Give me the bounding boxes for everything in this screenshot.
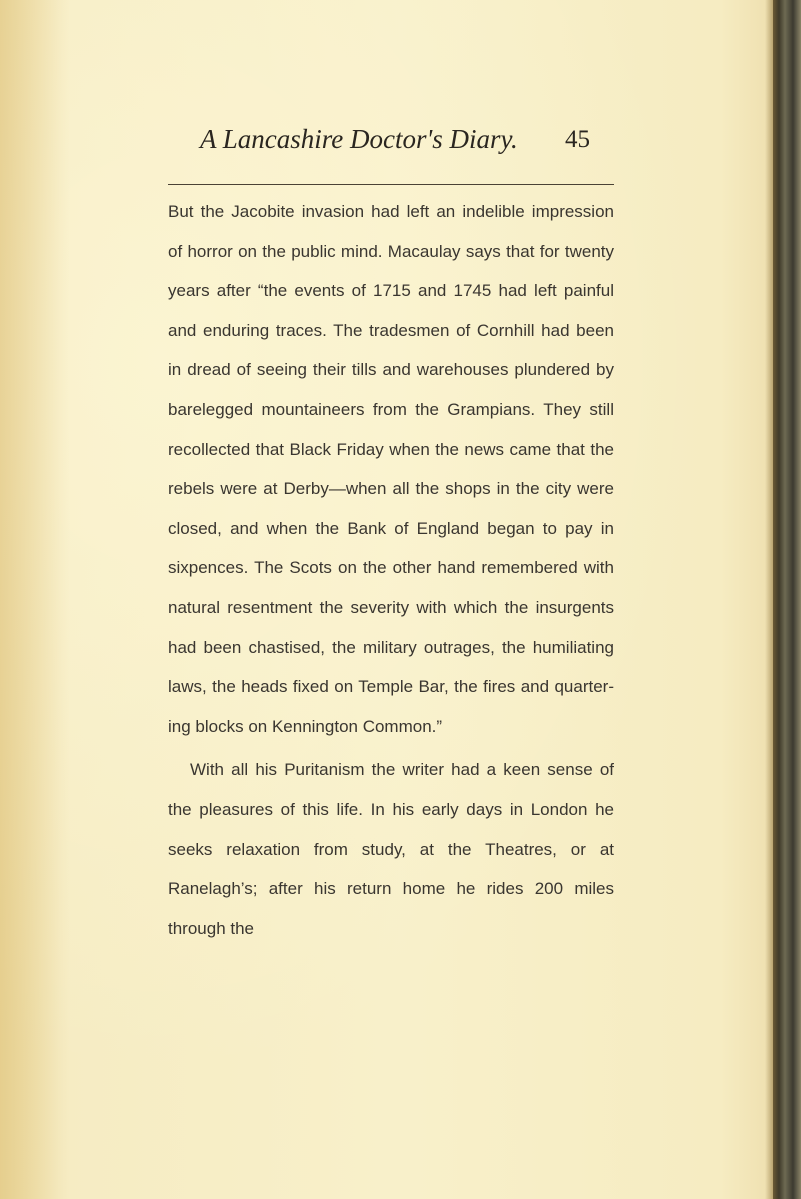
body-text	[168, 192, 614, 948]
page-number: 45	[565, 126, 590, 153]
paragraph-1: But the Jacobite invasion had left an indelible impression of horror on the public mind. Macaulay says that for twenty years after “the events of 1715 and 1745 had left painful and enduring traces. The tradesmen of Cornhill had been in dread of seeing their tills and warehouses plundered by barelegged mountaineers from the Grampians. They still recollected that Black Friday when the news came that the rebels were at Derby—when all the shops in the city were closed, and when the Bank of England began to pay in sixpences. The Scots on the other hand remembered with natural resentment the severity with which the insurgents had been chastised, the military outrages, the humiliating laws, the heads fixed on Temple Bar, the fires and quarter-ing blocks on Kennington Common.”	[168, 202, 614, 736]
header-rule	[168, 184, 614, 185]
paragraph-2: With all his Puritanism the writer had a keen sense of the pleasures of this life. In his early days in London he seeks relaxation from study, at the Theatres, or at Ranelagh’s; after his return home he rides 200 miles through the	[168, 760, 614, 938]
book-spine	[773, 0, 801, 1199]
running-head-title: A Lancashire Doctor's Diary.	[200, 124, 518, 154]
running-head	[150, 124, 650, 164]
page-shadow	[0, 0, 70, 1199]
page-edge-shadow	[765, 0, 773, 1199]
